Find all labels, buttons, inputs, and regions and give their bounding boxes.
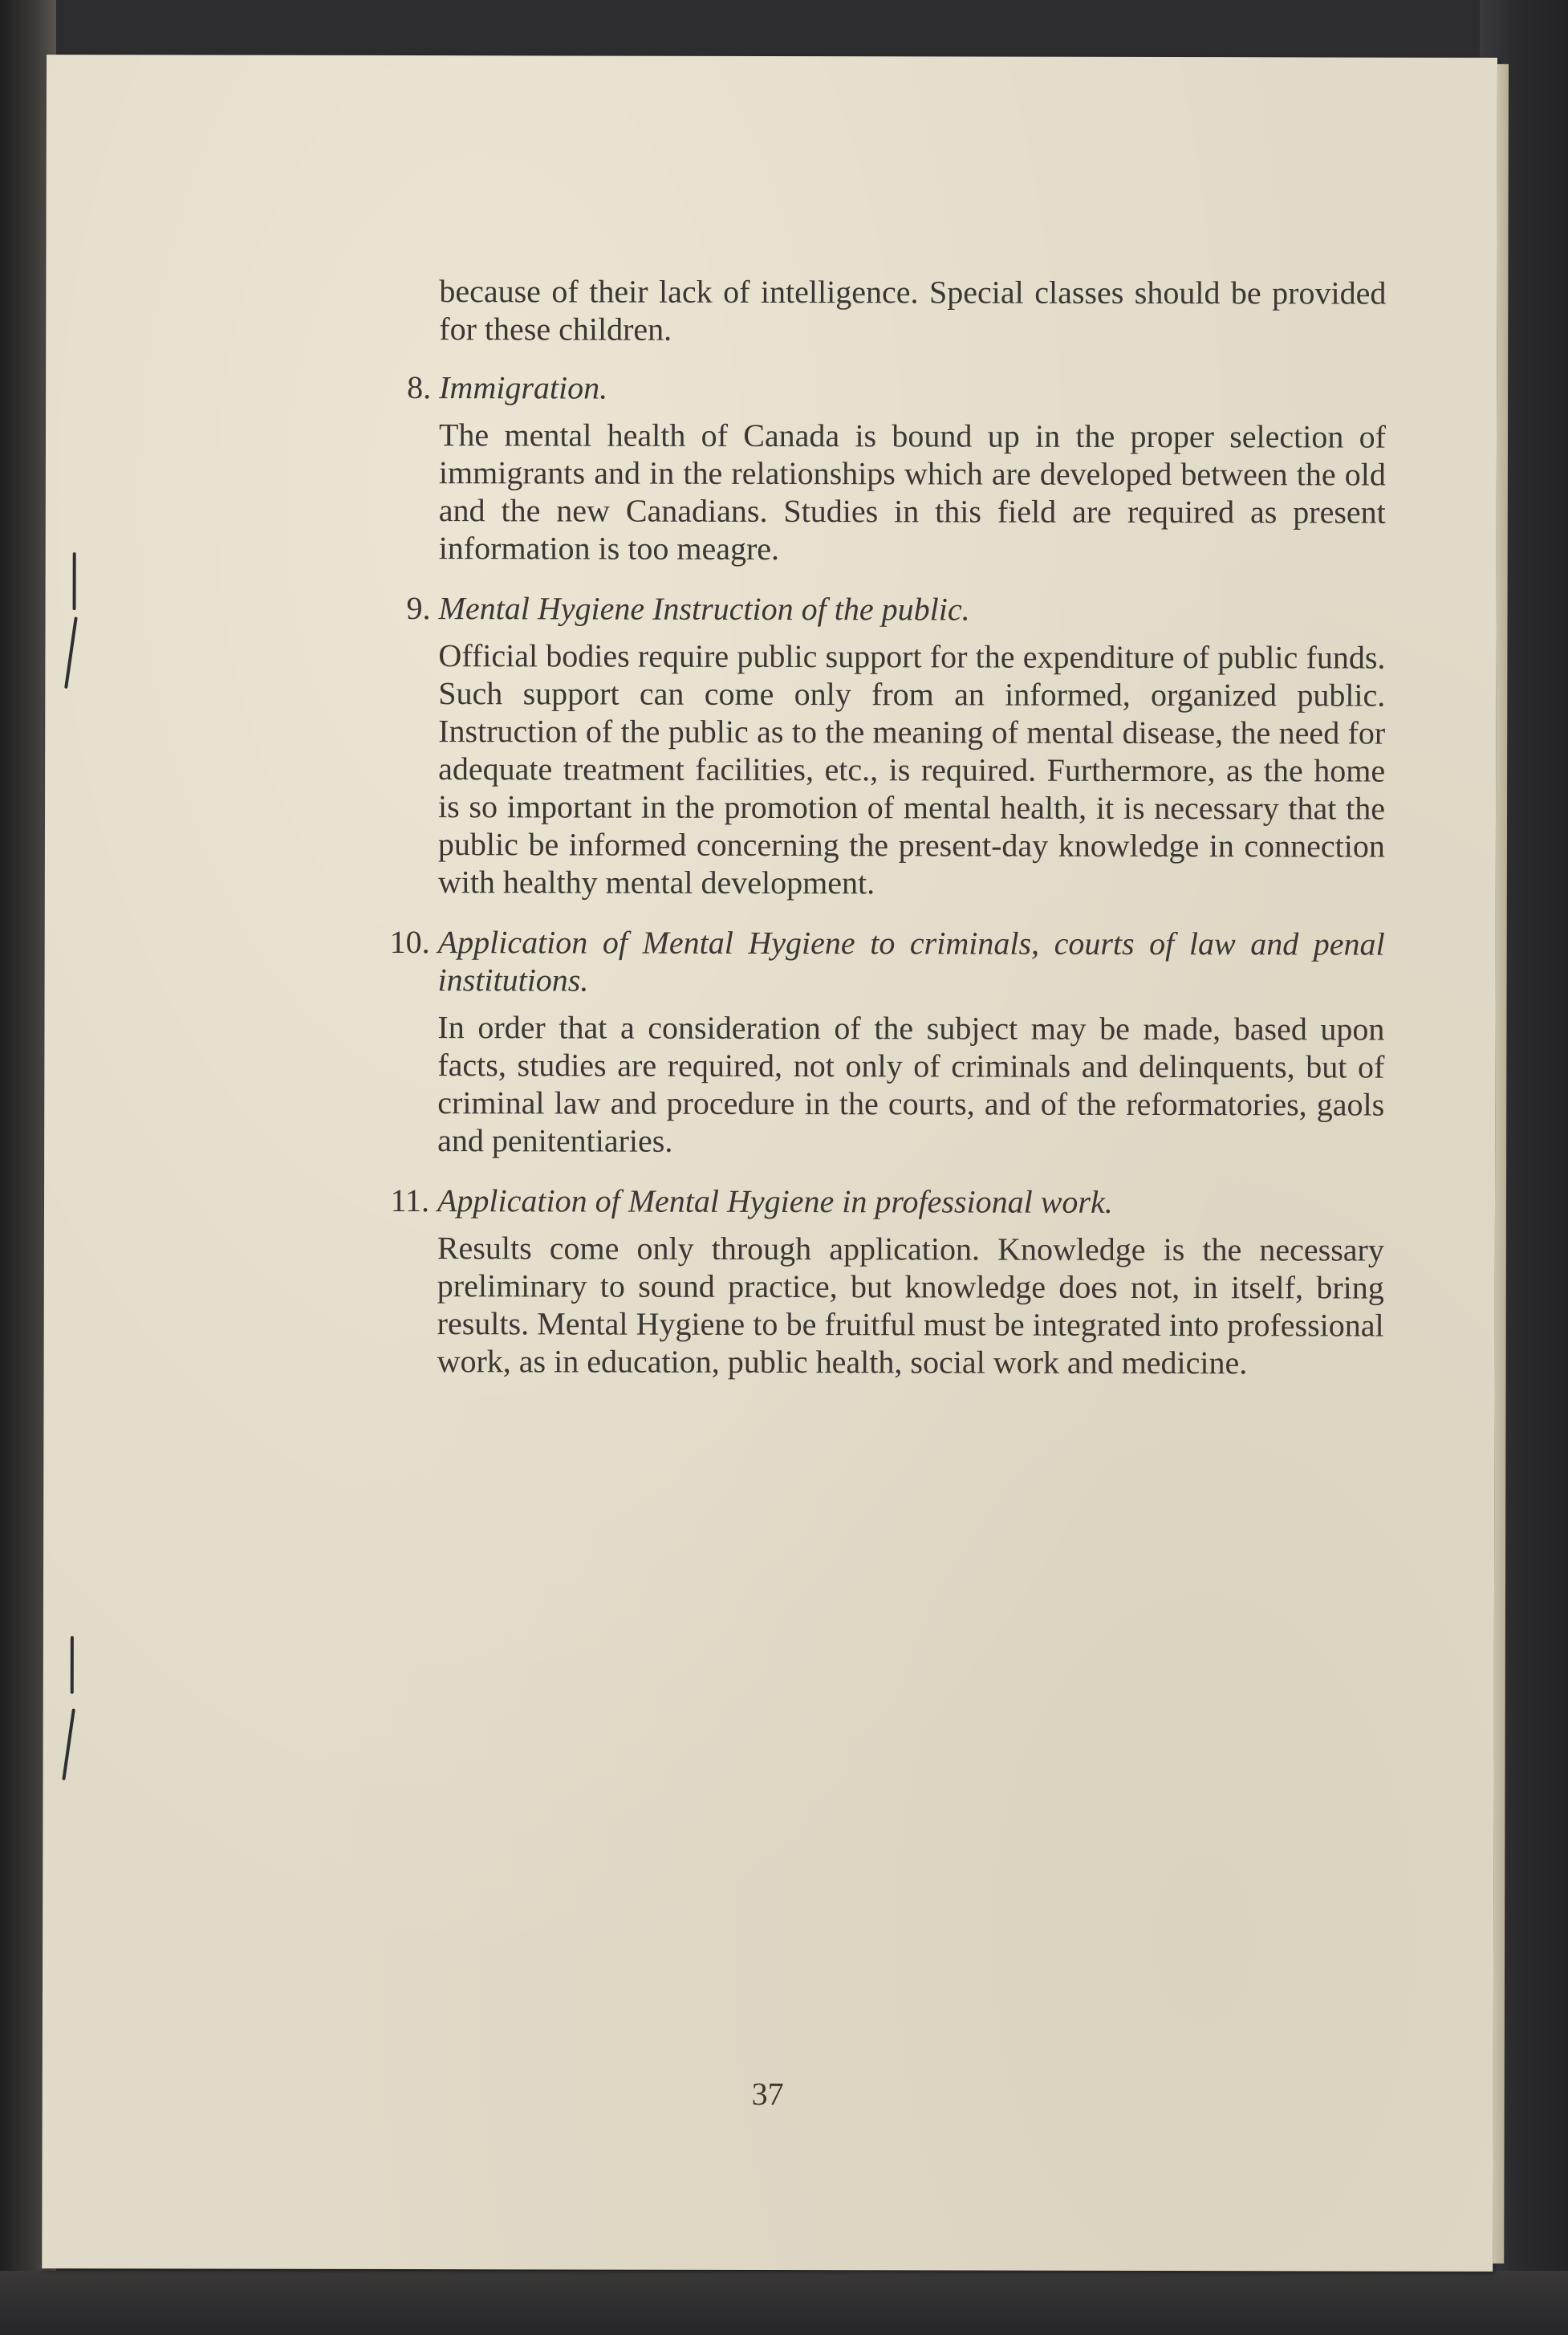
section-heading: Application of Mental Hygiene to criminals, courts of law and penal institutions. <box>437 924 1385 999</box>
page-content <box>380 272 1386 1405</box>
section-body: Results come only through application. Knowledge is the necessary preliminary to sound practice, but knowledge does not, in itself, bring results. Mental Hygiene to be fruitful must be integrated into professional work, as in education, public health, social work and medicine. <box>437 1230 1384 1381</box>
continued-paragraph: because of their lack of intelligence. Special classes should be provided for these children. <box>439 273 1387 348</box>
staple-mark <box>71 1636 74 1694</box>
section-10 <box>381 923 1385 1161</box>
page-number: 37 <box>751 2075 784 2113</box>
section-heading: Immigration. <box>439 369 608 406</box>
section-8 <box>383 368 1387 569</box>
section-9 <box>382 589 1386 903</box>
section-heading: Application of Mental Hygiene in professional work. <box>437 1182 1113 1220</box>
section-number: 11. <box>390 1182 430 1219</box>
staple-mark <box>62 1708 75 1780</box>
section-body: In order that a consideration of the subject may be made, based upon facts, studies are required, not only of criminals and delinquents, but of criminal law and procedure in the courts, and of the reformatories, gaols and penitentiaries. <box>437 1009 1385 1159</box>
section-body: Official bodies require public support for the expenditure of public funds. Such support can come only from an informed, organized public. Instruction of the public as to the meaning of mental disease, the need for adequate treatment facilities, etc., is required. Furthermore, as the home is so important in the promotion of mental health, it is necessary that the public be informed concerning the present-day knowledge in connection with healthy mental development. <box>437 637 1386 901</box>
staple-mark <box>73 552 76 610</box>
section-11 <box>381 1182 1385 1382</box>
section-number: 8. <box>407 369 432 406</box>
section-heading: Mental Hygiene Instruction of the public. <box>438 590 970 628</box>
staple-mark <box>64 616 78 689</box>
section-body: The mental health of Canada is bound up in the proper selection of immigrants and in the relationships which are developed between the old and the new Canadians. Studies in this field are required as present information is too meagre. <box>438 417 1387 567</box>
section-number: 10. <box>389 924 430 961</box>
backdrop-bottom <box>0 2271 1568 2335</box>
document-page <box>42 55 1497 2272</box>
section-number: 9. <box>406 590 431 627</box>
